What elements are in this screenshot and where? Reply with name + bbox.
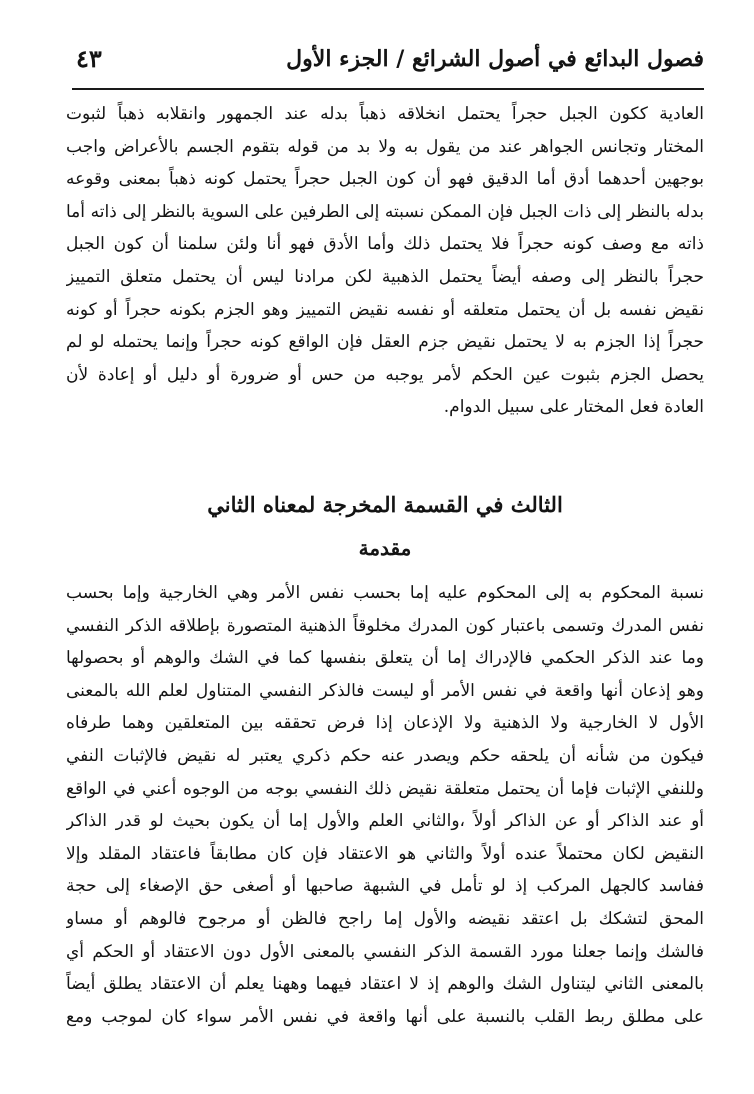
text-line: وللنفي الإثبات فإما أن يحتمل متعلقة نقيض ذلك النفسي بوجه من الوجوه أعني في الواقع [66,778,704,799]
text-line: بالمعنى الثاني ليتناول الشك والوهم إذ لا اعتقاد فيهما وههنا يعلم أن الاعتقاد يطلق أيضاً [66,974,704,995]
text-line: فالشك وإنما جعلنا مورد القسمة الذكر النفسي بالمعنى الأول دون الاعتقاد أو الحكم أي [66,941,704,962]
text-line: نسبة المحكوم به إلى المحكوم عليه إما بحسب نفس الأمر وهي الخارجية وإما بحسب [66,583,704,603]
text-line: يحصل الجزم بثبوت عين الحكم لأمر يوجبه من حس أو ضرورة أو دليل أو إعادة لأن [66,364,704,385]
text-line: بوجهين أحدهما أدق أما الدقيق فهو أن كون الجبل حجراً يحتمل كونه ذهباً بمعنى وقوعه [66,169,704,190]
text-line: الأول لا الخارجية ولا الذهنية ولا الإذعان إذا فرض تحققه بين المتعلقين وهما طرفاه [66,713,704,734]
text-line: نقيض نفسه بل أن يحتمل متعلقه أو نفسه نقيض التمييز وهو الجزم بكونه حجراً أو كونه [66,299,704,320]
section-heading: الثالث في القسمة المخرجة لمعناه الثاني [207,492,563,517]
text-line: وهو إذعان أنها واقعة في نفس الأمر أو ليست فالذكر النفسي المتناول لعلم الله بالمعنى [66,680,704,701]
text-line: العادة فعل المختار على سبيل الدوام. [443,397,704,418]
book-page [66,40,704,1080]
text-line: ففاسد كالجهل المركب إذ لو تأمل في الشبهة صاحبها أو أصغى حق الإصغاء إلى حجة [66,876,704,897]
subsection-heading: مقدمة [358,536,412,560]
text-line: فيكون من شأنه أن يلحقه حكم ويصدر عنه حكم ذكري يعتبر له نقيض فالإثبات النفي [66,745,704,766]
paragraph-continued [66,98,704,424]
text-line: نفس المدرك وتسمى باعتبار كون المدرك مخلوقاً الذهنية المتصورة بإطلاقه الذكر النفسي [66,615,704,636]
text-line: حجراً بالنظر إلى وصفه أيضاً يحتمل الذهبية لكن مرادنا ليس أن يحتمل متعلق التمييز [66,266,704,287]
page-number: ٤٣ [76,44,102,73]
text-line: بدله بالنظر إلى ذات الجبل فإن الممكن نسبته إلى الطرفين على السوية بالنظر إلى ذاته أما [66,201,704,222]
running-header [66,40,704,86]
text-line: المحق لتشكك بل اعتقد نقيضه والأول إما راجح فالظن أو مرجوح فالوهم أو مساو [66,908,704,929]
text-line: النقيض لكان محتملاً عنده أولاً والثاني هو الاعتقاد فإن كان مطابقاً فاعتقاد المقلد وإلا [66,843,704,864]
text-line: المختار وتجانس الجواهر عند من يقول به ولا بد من قوله بتقوم الجسم بالأعراض واجب [66,136,704,157]
text-line: حجراً إذا الجزم به لا يحتمل نقيض جزم العقل فإن الواقع كونه حجراً وإنما يحتمله لو لم [66,332,704,353]
text-line: وما عند الذكر الحكمي فالإدراك إما أن يتعلق بنفسها كما في الشك والوهم أو بحصولها [66,648,704,669]
text-line: أو عند الذاكر أو عن الذاكر أولاً ،والثاني العلم والأول إما أن يكون بحيث لو قدر الذاكر [66,811,704,832]
header-rule [72,88,704,90]
text-line: على مطلق ربط القلب بالنسبة على أنها واقعة في نفس الأمر سواء كان لموجب ومع [66,1006,704,1027]
book-title: فصول البدائع في أصول الشرائع / الجزء الأول [286,46,704,72]
paragraph-introduction [66,577,704,1033]
text-line: ذاته مع وصف كونه حجراً فلا يحتمل ذلك وأما الأدق فهو أنا ولئن سلمنا أن كون الجبل [66,234,704,255]
text-line: العادية ككون الجبل حجراً يحتمل انخلاقه ذهباً بدله عند الجمهور وانقلابه ذهباً لثبوت [66,104,704,124]
